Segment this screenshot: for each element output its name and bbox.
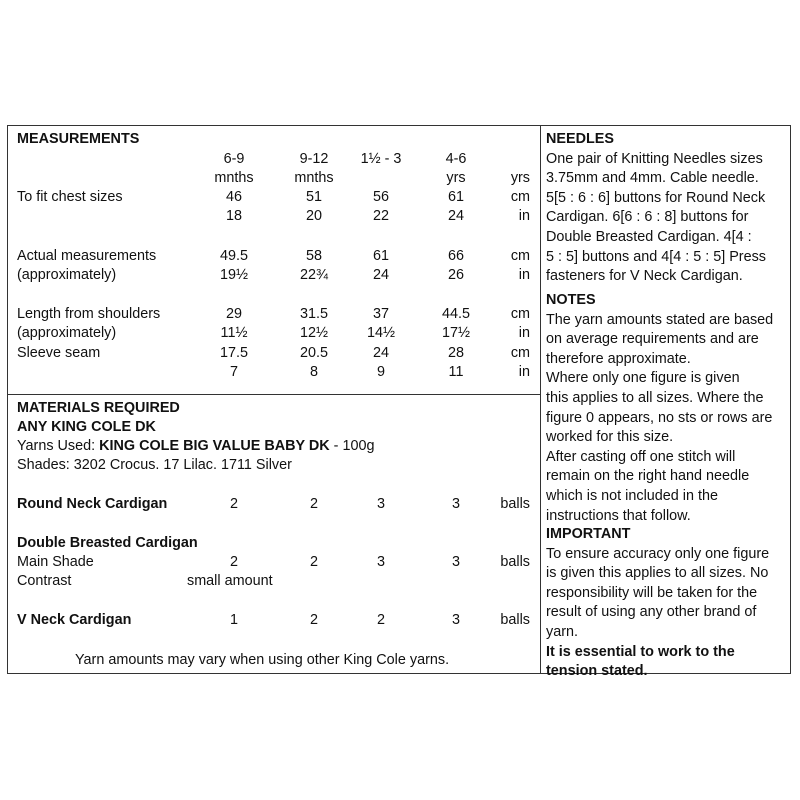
text-line: 3.75mm and 4mm. Cable needle.	[546, 170, 759, 187]
notes-title: NOTES	[546, 292, 596, 308]
size-header-top: 6-9	[223, 151, 245, 167]
measurement-unit: cm	[510, 248, 530, 264]
text-line: remain on the right hand needle	[546, 468, 750, 485]
measurement-unit: cm	[510, 306, 530, 322]
measurement-label: (approximately)	[17, 325, 117, 341]
measurement-label: Actual measurements	[17, 248, 157, 264]
round-neck-value: 2	[229, 496, 238, 512]
notes-section	[546, 291, 790, 526]
text-line: which is not included in the	[546, 487, 718, 504]
measurement-unit: cm	[510, 345, 530, 361]
main-shade-label: Main Shade	[17, 554, 94, 570]
text-line: responsibility will be taken for the	[546, 584, 758, 601]
main-shade-value: 3	[376, 554, 385, 570]
measurement-value: 19½	[219, 267, 248, 283]
measurement-value: 11	[448, 364, 464, 380]
measurement-unit: cm	[510, 189, 530, 205]
unit-header: yrs	[510, 170, 530, 186]
round-neck-value: 3	[376, 496, 385, 512]
measurement-label: Sleeve seam	[17, 345, 101, 361]
size-header-bottom: mnths	[214, 170, 254, 186]
measurement-value: 46	[225, 189, 242, 205]
v-neck-label: V Neck Cardigan	[17, 612, 132, 628]
text-line: Where only one figure is given	[546, 370, 740, 387]
v-neck-unit: balls	[500, 612, 530, 628]
v-neck-value: 2	[309, 612, 318, 628]
section-divider	[7, 394, 541, 395]
round-neck-value: 3	[451, 496, 460, 512]
measurement-value: 17½	[441, 325, 470, 341]
text-line: this applies to all sizes. Where the	[546, 389, 764, 406]
important-section	[546, 525, 790, 682]
text-line: on average requirements and are	[546, 331, 759, 348]
text-line: 5 : 5] buttons and 4[4 : 5 : 5] Press	[546, 248, 766, 265]
text-line: Double Breasted Cardigan. 4[4 :	[546, 228, 752, 245]
contrast-label: Contrast	[17, 573, 72, 589]
contrast-value: small amount	[187, 573, 273, 589]
measurement-unit: in	[518, 364, 530, 380]
measurement-value: 7	[229, 364, 238, 380]
measurement-value: 12½	[299, 325, 328, 341]
measurements-title: MEASUREMENTS	[17, 131, 140, 147]
main-shade-value: 2	[309, 554, 318, 570]
measurement-value: 14½	[366, 325, 395, 341]
measurement-value: 20.5	[299, 345, 328, 361]
yarn-note: Yarn amounts may vary when using other King Cole yarns.	[75, 652, 450, 668]
measurement-value: 56	[372, 189, 389, 205]
shades: Shades: 3202 Crocus. 17 Lilac. 1711 Silver	[17, 457, 292, 473]
measurement-value: 44.5	[441, 306, 470, 322]
size-header-bottom: yrs	[446, 170, 466, 186]
column-divider	[540, 125, 541, 674]
text-line: figure 0 appears, no sts or rows are	[546, 409, 773, 426]
text-line: After casting off one stitch will	[546, 448, 736, 465]
measurement-value: 11½	[220, 325, 248, 341]
measurement-label: (approximately)	[17, 267, 117, 283]
text-line: yarn.	[546, 623, 578, 640]
text-line: To ensure accuracy only one figure	[546, 545, 770, 562]
text-line: It is essential to work to the	[546, 643, 735, 660]
measurement-value: 37	[372, 306, 389, 322]
measurement-label: Length from shoulders	[17, 306, 161, 322]
main-shade-value: 2	[229, 554, 238, 570]
measurement-value: 20	[305, 208, 322, 224]
materials-title: MATERIALS REQUIRED	[17, 400, 180, 416]
size-header-top: 9-12	[299, 151, 329, 167]
text-line: tension stated.	[546, 663, 648, 680]
yarns-used: Yarns Used: KING COLE BIG VALUE BABY DK - 100g	[17, 438, 375, 454]
main-shade-unit: balls	[500, 554, 530, 570]
double-breasted-label: Double Breasted Cardigan	[17, 535, 198, 551]
measurement-value: 24	[372, 345, 389, 361]
measurement-value: 17.5	[219, 345, 248, 361]
measurement-value: 51	[305, 189, 322, 205]
measurement-value: 26	[447, 267, 464, 283]
measurement-unit: in	[518, 325, 530, 341]
round-neck-label: Round Neck Cardigan	[17, 496, 168, 512]
main-shade-value: 3	[451, 554, 460, 570]
materials-subtitle: ANY KING COLE DK	[17, 419, 156, 435]
text-line: is given this applies to all sizes. No	[546, 565, 769, 582]
text-line: worked for this size.	[546, 429, 674, 446]
text-line: 5[5 : 6 : 6] buttons for Round Neck	[546, 189, 766, 206]
measurement-value: 24	[447, 208, 464, 224]
measurement-value: 31.5	[299, 306, 328, 322]
v-neck-value: 2	[376, 612, 385, 628]
text-line: fasteners for V Neck Cardigan.	[546, 268, 743, 285]
measurement-value: 18	[225, 208, 242, 224]
measurement-value: 66	[447, 248, 464, 264]
size-header-bottom: mnths	[294, 170, 334, 186]
measurement-value: 61	[447, 189, 464, 205]
text-line: therefore approximate.	[546, 350, 691, 367]
needles-section	[546, 130, 790, 287]
v-neck-value: 3	[451, 612, 460, 628]
measurement-value: 28	[447, 345, 464, 361]
important-title: IMPORTANT	[546, 526, 631, 542]
measurement-value: 22¾	[299, 267, 328, 283]
text-line: The yarn amounts stated are based	[546, 311, 774, 328]
size-header-top: 4-6	[445, 151, 467, 167]
measurement-value: 8	[309, 364, 318, 380]
size-header-top: 1½ - 3	[360, 151, 402, 167]
measurement-value: 9	[376, 364, 385, 380]
text-line: result of using any other brand of	[546, 604, 757, 621]
text-line: Cardigan. 6[6 : 6 : 8] buttons for	[546, 209, 749, 226]
measurement-value: 61	[372, 248, 389, 264]
measurement-value: 49.5	[219, 248, 248, 264]
measurement-value: 29	[225, 306, 242, 322]
measurement-unit: in	[518, 208, 530, 224]
measurement-value: 24	[372, 267, 389, 283]
round-neck-unit: balls	[500, 496, 530, 512]
text-line: One pair of Knitting Needles sizes	[546, 150, 763, 167]
measurement-unit: in	[518, 267, 530, 283]
v-neck-value: 1	[229, 612, 238, 628]
needles-title: NEEDLES	[546, 131, 614, 147]
measurement-value: 58	[305, 248, 322, 264]
round-neck-value: 2	[309, 496, 318, 512]
text-line: instructions that follow.	[546, 507, 691, 524]
measurement-label: To fit chest sizes	[17, 189, 123, 205]
measurement-value: 22	[372, 208, 389, 224]
